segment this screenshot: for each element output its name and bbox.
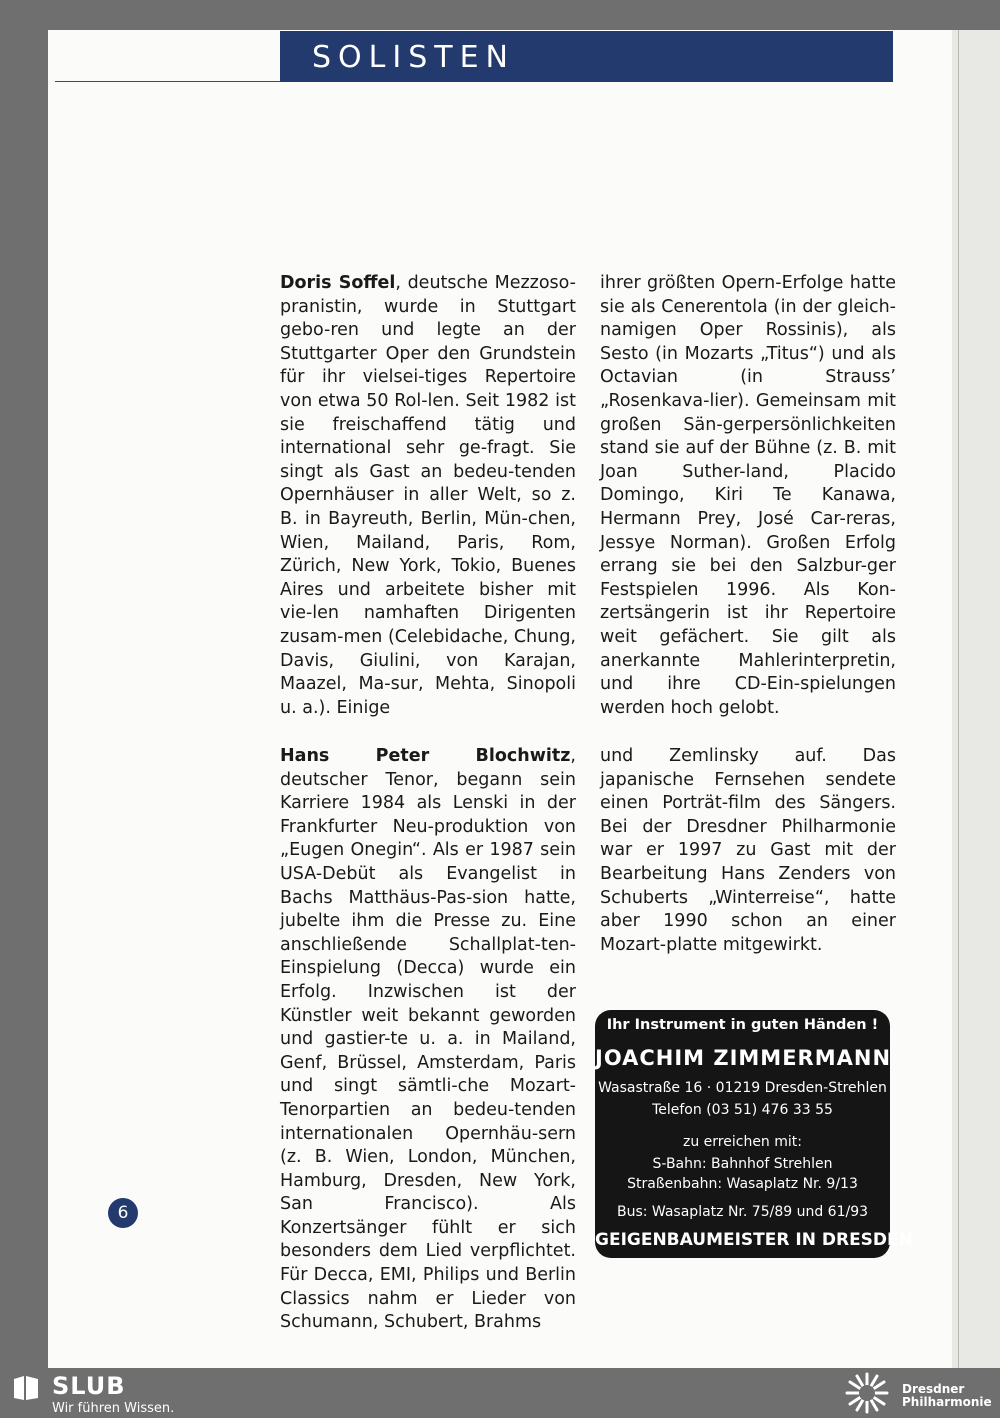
ad-footer-line: GEIGENBAUMEISTER IN DRESDEN <box>595 1230 913 1250</box>
ad-tram: Straßenbahn: Wasaplatz Nr. 9/13 <box>627 1176 858 1192</box>
dresdner-philharmonie-logo-icon <box>842 1371 892 1415</box>
blochwitz-column-1 <box>280 745 576 1335</box>
ad-phone: Telefon (03 51) 476 33 55 <box>652 1102 833 1118</box>
section-title: SOLISTEN <box>312 40 515 75</box>
blochwitz-name: Hans Peter Blochwitz <box>280 746 571 766</box>
blochwitz-column-2 <box>600 745 896 957</box>
advertisement-box <box>595 1010 913 1258</box>
ad-bus: Bus: Wasaplatz Nr. 75/89 und 61/93 <box>616 1204 869 1220</box>
page-number: 6 <box>108 1198 138 1228</box>
soffel-text-2: ihrer größten Opern-Erfolge hatte sie als Cenerentola (in der gleich-namigen Oper Rossinis), als Sesto (in Mozarts „Titus“) und als Octavian (in Strauss’ „Rosenkava-lier). Gemeinsam mit großen Sän-gerpersönlichkeiten stand sie auf der Bühne (z. B. mit Joan Suther-land, Placido Domingo, Kiri Te Kanawa, Hermann Prey, José Car-reras, Jessye Norman). Großen Erfolg errang sie bei den Salzbur-ger Festspielen 1996. Als Kon-zertsängerin ist ihr Repertoire weit gefächert. Sie gilt als anerkannte Mahlerinterpretin, und ihre CD-Ein-spielungen werden hoch gelobt. <box>600 273 896 718</box>
soffel-text-1: , deutsche Mezzoso-pranistin, wurde in Stuttgart gebo-ren und legte an der Stuttgarter Oper den Grundstein für ihr vielsei-tiges Repertoire von etwa 50 Rol-len. Seit 1982 ist sie freischaffend tätig und international sehr ge-fragt. Sie singt als Gast an bedeu-tenden Opernhäuser in aller Welt, so z. B. in Bayreuth, Berlin, Mün-chen, Wien, Mailand, Paris, Rom, Zürich, New York, Tokio, Buenes Aires und arbeitete bisher mit vie-len namhaften Dirigenten zusam-men (Celebidache, Chung, Davis, Giulini, von Karajan, Maazel, Ma-sur, Mehta, Sinopoli u. a.). Einige <box>280 273 576 718</box>
page-fold-line <box>958 30 959 1368</box>
ad-sbahn: S-Bahn: Bahnhof Strehlen <box>652 1156 833 1172</box>
dp-line-1: Dresdner <box>902 1382 965 1396</box>
slub-book-icon <box>11 1373 41 1403</box>
ad-business-name: JOACHIM ZIMMERMANN <box>595 1046 892 1070</box>
soffel-name: Doris Soffel <box>280 273 396 293</box>
dresdner-philharmonie-text <box>902 1383 992 1409</box>
slub-tagline: Wir führen Wissen. <box>52 1401 175 1416</box>
ad-reach-title: zu erreichen mit: <box>683 1134 802 1150</box>
next-page-edge <box>952 30 1000 1368</box>
ad-slogan: Ihr Instrument in guten Händen ! <box>606 1017 879 1033</box>
section-banner <box>280 31 893 82</box>
ad-address: Wasastraße 16 · 01219 Dresden-Strehlen <box>598 1080 887 1096</box>
soffel-column-2 <box>600 272 896 720</box>
soffel-column-1 <box>280 272 576 720</box>
slub-logo-text: SLUB <box>52 1372 126 1400</box>
blochwitz-text-1: , deutscher Tenor, begann sein Karriere 1984 als Lenski in der Frankfurter Neu-produktion von „Eugen Onegin“. Als er 1987 sein USA-Debüt als Evangelist in Bachs Matthäus-Pas-sion hatte, jubelte ihm die Presse zu. Eine anschließende Schallplat-ten-Einspielung (Decca) wurde ein Erfolg. Inzwischen ist der Künstler weit bekannt geworden und gastier-te u. a. in Mailand, Genf, Brüssel, Amsterdam, Paris und singt sämtli-che Mozart-Tenorpartien an bedeu-tenden internationalen Opernhäu-sern (z. B. Wien, London, München, Hamburg, Dresden, New York, San Francisco). Als Konzertsänger fühlt er sich besonders dem Lied verpflichtet. Für Decca, EMI, Philips und Berlin Classics nahm er Lieder von Schumann, Schubert, Brahms <box>280 746 576 1333</box>
dp-line-2: Philharmonie <box>902 1395 992 1409</box>
blochwitz-text-2: und Zemlinsky auf. Das japanische Fernsehen sendete einen Porträt-film des Sängers. Bei der Dresdner Philharmonie war er 1997 zu Gast mit der Bearbeitung Hans Zenders von Schuberts „Winterreise“, hatte aber 1990 schon an einer Mozart-platte mitgewirkt. <box>600 746 896 955</box>
